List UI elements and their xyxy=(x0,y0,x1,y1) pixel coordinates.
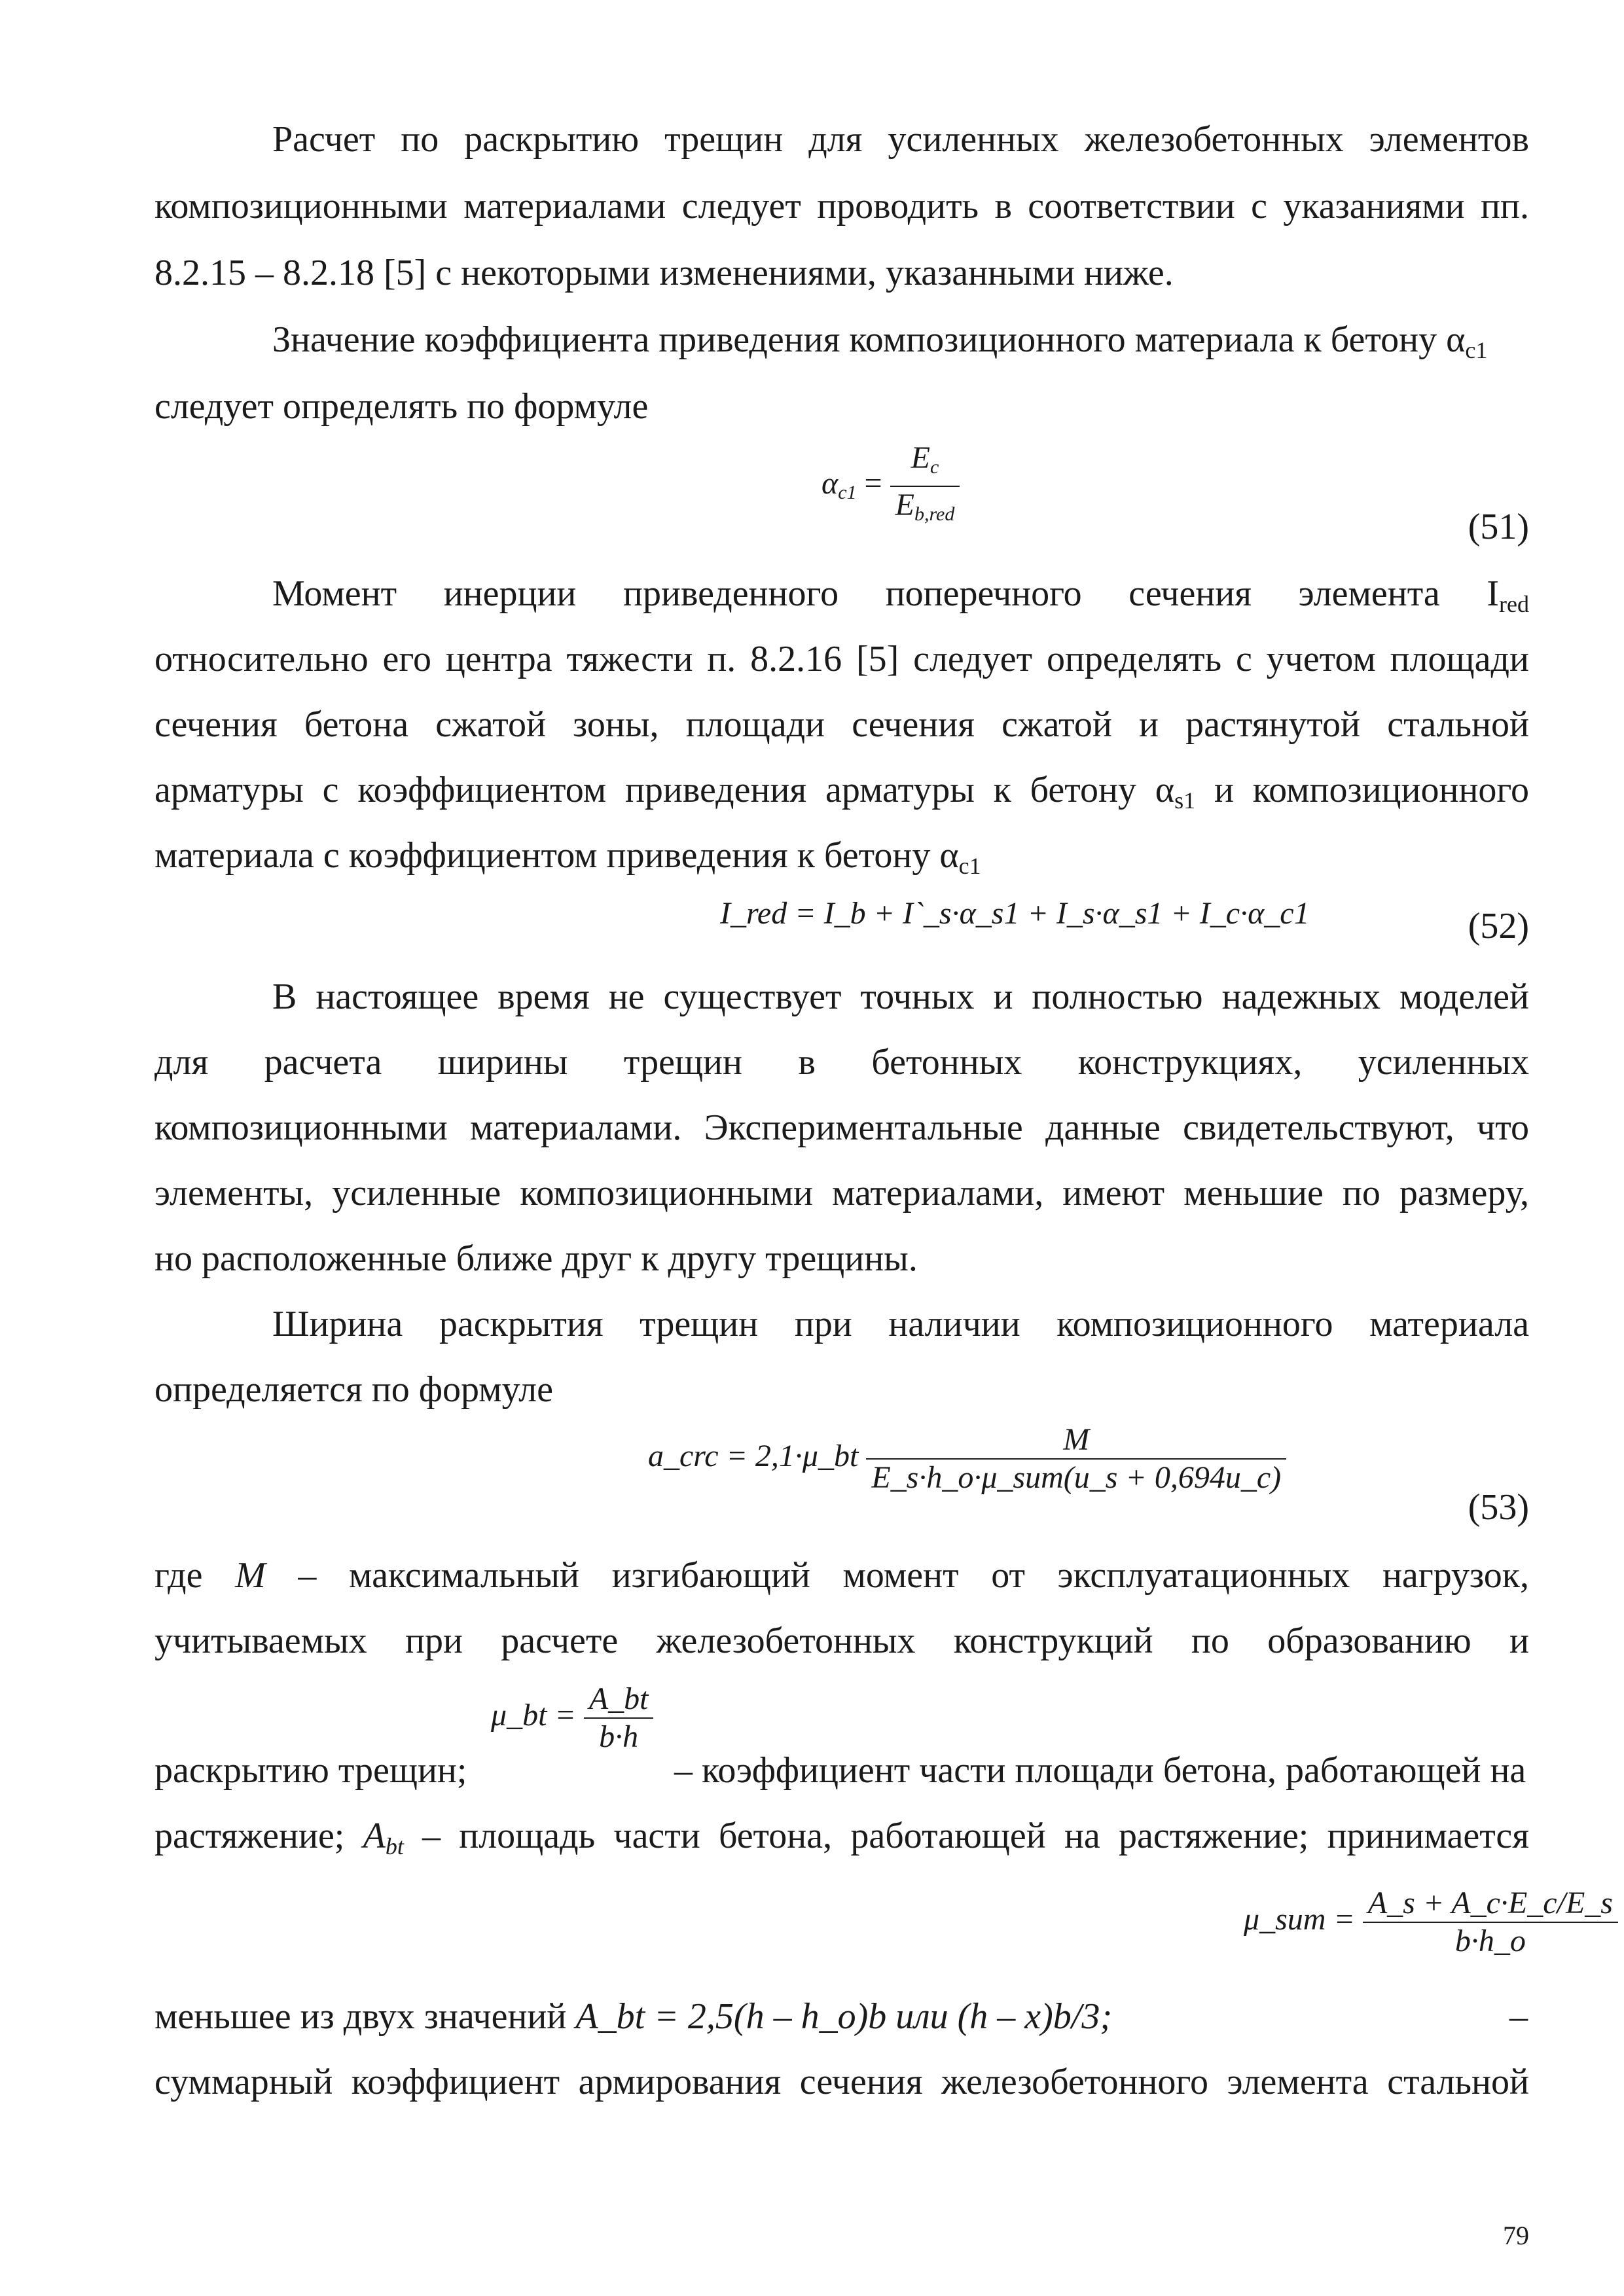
paragraph-3-line-2: относительно его центра тяжести п. 8.2.16 [5] следует определять с учетом площади xyxy=(154,639,1529,679)
paragraph-3-line-5: материала с коэффициентом приведения к бетону $\alpha_{c1}$ xyxy=(154,835,981,879)
paragraph-6-line-2: учитываемых при расчете железобетонных конструкций по образованию и xyxy=(154,1621,1529,1661)
paragraph-4-line-2: для расчета ширины трещин в бетонных конструкциях, усиленных xyxy=(154,1042,1529,1083)
paragraph-1-line-2: композиционными материалами следует проводить в соответствии с указаниями пп. xyxy=(154,186,1529,226)
paragraph-2-line-1: Значение коэффициента приведения композиционного материала к бетону $\alpha_{c1}$ xyxy=(272,319,1488,363)
paragraph-2-line-2: следует определять по формуле xyxy=(154,386,649,427)
paragraph-4-line-5: но расположенные ближе друг к другу трещины. xyxy=(154,1238,918,1279)
paragraph-6-line-5: меньшее из двух значений A_bt = 2,5(h – h_o)b или (h – x)b/3; xyxy=(154,1996,1113,2037)
equation-number-52: (52) xyxy=(1468,906,1529,946)
equation-number-51: (51) xyxy=(1468,507,1529,547)
paragraph-6-line-1: где M – максимальный изгибающий момент от эксплуатационных нагрузок, xyxy=(154,1555,1529,1596)
page-number: 79 xyxy=(1503,2221,1529,2250)
fraction-53: $\frac{M}{\text{E\_s·h\_o·μ\_sum(u\_s + 0,694u\_c)}}$ xyxy=(866,1422,1286,1496)
paragraph-3-line-4: арматуры с коэффициентом приведения арматуры к бетону $\alpha_{s1}$ и композиционного xyxy=(154,770,1529,814)
equation-53: a_crc = 2,1·μ_bt $\frac{M}{\text{E\_s·h\_o·μ\_sum(u\_s + 0,694u\_c)}}$ xyxy=(648,1422,1286,1496)
paragraph-1-line-3: 8.2.15 – 8.2.18 [5] с некоторыми изменениями, указанными ниже. xyxy=(154,253,1174,293)
paragraph-4-line-3: композиционными материалами. Экспериментальные данные свидетельствуют, что xyxy=(154,1107,1529,1148)
equation-51: αc1 = $\frac{Ec}{\text{Eb,red}}$ xyxy=(821,440,960,533)
paragraph-5-line-2: определяется по формуле xyxy=(154,1369,553,1410)
paragraph-4-line-1: В настоящее время не существует точных и полностью надежных моделей xyxy=(272,977,1529,1017)
paragraph-3-line-3: сечения бетона сжатой зоны, площади сечения сжатой и растянутой стальной xyxy=(154,704,1529,745)
paragraph-6-line-5-dash: – xyxy=(1509,1996,1528,2037)
equation-52: I_red = I_b + I`_s·α_s1 + I_s·α_s1 + I_c·α_c1 xyxy=(720,896,1310,931)
equation-number-53: (53) xyxy=(1468,1487,1529,1528)
paragraph-5-line-1: Ширина раскрытия трещин при наличии композиционного материала xyxy=(272,1304,1529,1344)
paragraph-6-line-3a: раскрытию трещин; xyxy=(154,1750,467,1791)
paragraph-6-line-4: растяжение; $A_{bt}$ – площадь части бетона, работающей на растяжение; принимается xyxy=(154,1816,1529,1859)
equation-mu-bt: μ_bt = $\frac{A\_bt}{b\cdot h}$ xyxy=(491,1681,653,1755)
paragraph-6-line-6: суммарный коэффициент армирования сечения железобетонного элемента стальной xyxy=(154,2062,1529,2102)
paragraph-1-line-1: Расчет по раскрытию трещин для усиленных железобетонных элементов xyxy=(272,119,1529,160)
equation-mu-sum: μ_sum = $\frac{A\_s + A\_c\cdot E\_c/E\_s}{b\cdot h\_o}$ xyxy=(1244,1885,1618,1960)
fraction-51: $\frac{Ec}{\text{Eb,red}}$ xyxy=(890,440,960,533)
paragraph-3-line-1: Момент инерции приведенного поперечного сечения элемента $I_{red}$ xyxy=(272,573,1529,617)
paragraph-4-line-4: элементы, усиленные композиционными материалами, имеют меньшие по размеру, xyxy=(154,1173,1529,1213)
paragraph-6-line-3b: – коэффициент части площади бетона, работающей на xyxy=(674,1750,1526,1791)
